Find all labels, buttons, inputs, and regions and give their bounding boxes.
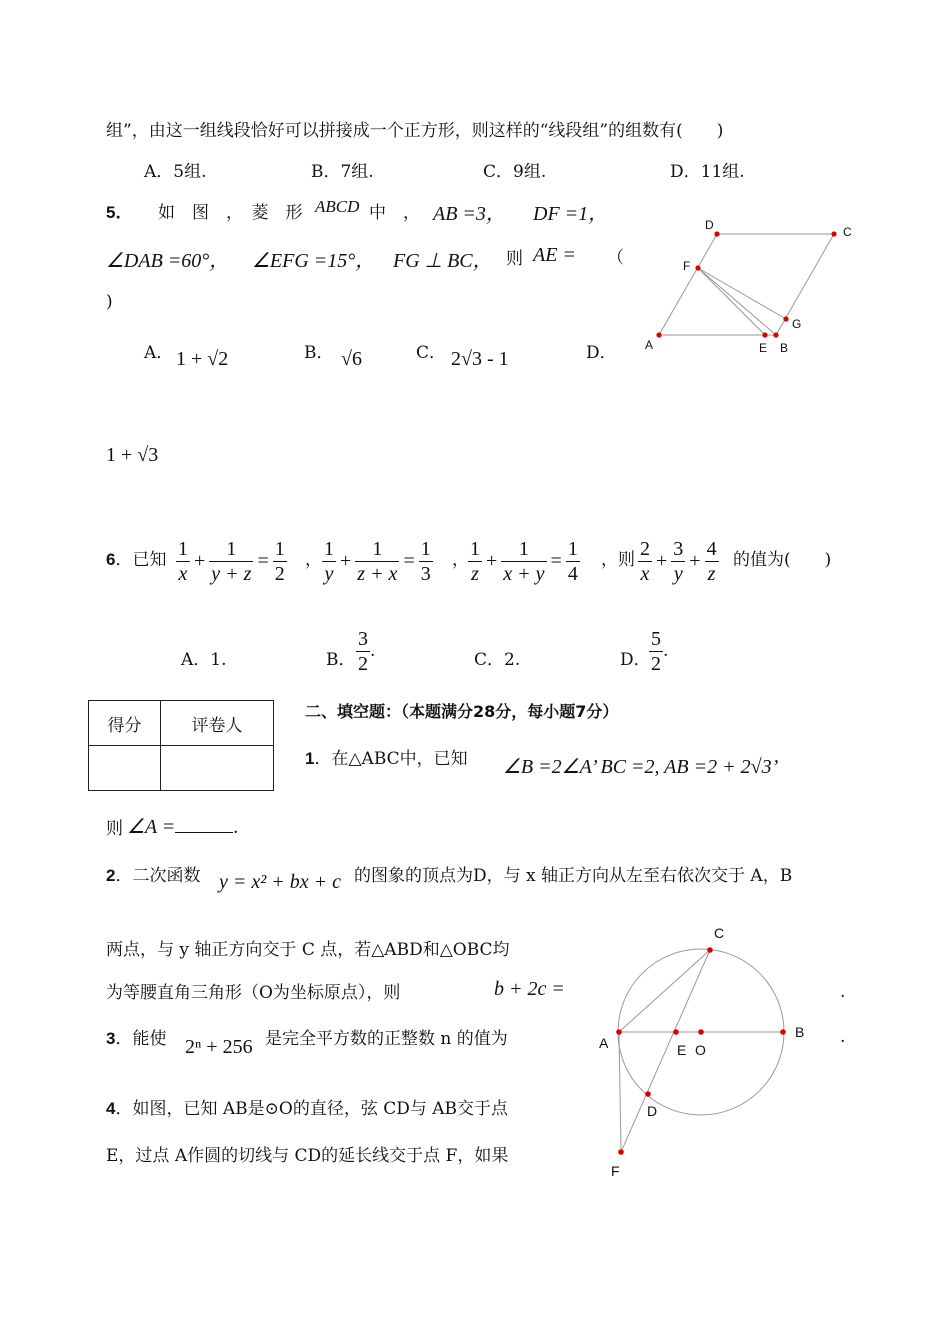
q6-ask: 的值为( ) [733, 550, 832, 570]
q5-option-b-value: √6 [341, 348, 362, 370]
point-d [645, 1091, 651, 1097]
label-f: F [683, 259, 691, 273]
point-f [695, 265, 700, 270]
score-cell [89, 746, 161, 791]
q5-paren-close: ) [106, 292, 113, 312]
grader-header: 评卷人 [161, 701, 274, 746]
q6-option-d-label: D． [620, 650, 651, 670]
p2-ask: b + 2c = [494, 978, 565, 1000]
p2-text-2: 的图象的顶点为D，与 x 轴正方向从左至右依次交于 A，B [354, 866, 793, 886]
p1-ask: ∠A = . [127, 816, 239, 838]
point-a [616, 1029, 622, 1035]
p3-end: . [840, 1027, 846, 1047]
section2-title: 二、填空题：（本题满分28分，每小题7分） [305, 702, 619, 721]
p1-line [305, 744, 468, 769]
p3-expression: 2ⁿ + 256 [185, 1036, 253, 1058]
q5-cond-angle-efg: ∠EFG =15°， [252, 250, 376, 272]
q5-option-a-label: A． [144, 343, 174, 363]
p2-function: y = x² + bx + c [219, 871, 341, 893]
point-e [673, 1029, 679, 1035]
p1-text: ．在△ABC中，已知 [314, 749, 468, 769]
p2-end: . [840, 982, 846, 1002]
p3-number: 3 [106, 1029, 116, 1048]
q6-option-b-value: $\frac{3}{2}$ . [358, 628, 376, 675]
label-d: D [705, 218, 714, 232]
q5-number: 5． [106, 203, 133, 222]
p2-text-1: ．二次函数 [115, 866, 201, 886]
p4-text-1: ．如图，已知 AB是⊙O的直径，弦 CD与 AB交于点 [115, 1099, 509, 1119]
label-c: C [843, 225, 852, 239]
q6-option-c: C．2. [474, 650, 521, 670]
label-b: B [780, 341, 789, 355]
p2-number: 2 [106, 866, 116, 885]
label-c: C [714, 925, 725, 941]
q5-option-b-label: B． [304, 343, 334, 363]
q6-intro: ．已知 [115, 550, 167, 570]
q6-option-a: A．1. [181, 650, 227, 670]
p1-number: 1 [305, 749, 315, 768]
score-header: 得分 [89, 701, 161, 746]
point-c [831, 231, 836, 236]
p2-line-2: 两点，与 y 轴正方向交于 C 点，若△ABD和△OBC均 [106, 940, 510, 960]
segment-da [659, 234, 717, 335]
p1-condition: ∠B =2∠A’ BC =2, AB =2 + 2√3’ [503, 756, 779, 778]
q6-option-d-value: $\frac{5}{2}$ . [651, 628, 669, 675]
point-f [618, 1149, 624, 1155]
q6-option-b-label: B． [326, 650, 356, 670]
p1-then: 则 [106, 819, 123, 839]
p1-blank[interactable] [175, 832, 233, 833]
q6-then: ，则 [601, 550, 635, 570]
point-d [714, 231, 719, 236]
q4-option-b: B．7组. [311, 162, 374, 182]
grader-cell [161, 746, 274, 791]
p3-text-2: 是完全平方数的正整数 n 的值为 [265, 1029, 508, 1049]
q5-shape: ABCD [315, 197, 360, 216]
q5-option-c-label: C． [416, 343, 447, 363]
p4-number: 4 [106, 1099, 116, 1118]
point-b [773, 332, 778, 337]
q5-paren-open: （ [607, 248, 624, 268]
q5-cond-df: DF =1， [533, 203, 609, 225]
q6-equation-2: $\frac{1}{y}$ + $\frac{1}{z + x}$ = $\frac{1}{3}$ [324, 538, 431, 585]
p3-text-1: ．能使 [115, 1029, 167, 1049]
rhombus-figure [640, 215, 860, 360]
q5-mid: 中 ， [369, 203, 420, 223]
circle-figure [590, 920, 820, 1185]
point-e [762, 332, 767, 337]
q4-option-d: D．11组. [670, 162, 745, 182]
q5-option-d-label: D． [586, 343, 617, 363]
q5-cond-angle-dab: ∠DAB =60°， [106, 250, 230, 272]
q5-option-a-value: 1 + √2 [176, 348, 229, 370]
q6-target-expression: $\frac{2}{x}$ + $\frac{3}{y}$ + $\frac{4}{z}$ [640, 538, 717, 585]
q6-equation-1: $\frac{1}{x}$ + $\frac{1}{y + z}$ = $\frac{1}{2}$ [178, 538, 285, 585]
p2-line-3: 为等腰直角三角形（O为坐标原点），则 [106, 983, 401, 1003]
point-b [780, 1029, 786, 1035]
p3-line [106, 1024, 166, 1049]
label-a: A [599, 1035, 609, 1051]
q6-equation-3: $\frac{1}{z}$ + $\frac{1}{x + y}$ = $\frac{1}{4}$ [470, 538, 578, 585]
segment-ac [619, 950, 710, 1032]
label-f: F [611, 1163, 620, 1179]
q6-number: 6 [106, 550, 116, 569]
score-table [88, 700, 274, 791]
point-o [698, 1029, 704, 1035]
label-e: E [759, 341, 768, 355]
label-g: G [792, 317, 802, 331]
label-a: A [645, 338, 654, 352]
q5-then: 则 [506, 249, 523, 269]
point-a [656, 332, 661, 337]
q6-sep-1: ， [305, 550, 322, 570]
label-e: E [677, 1042, 687, 1058]
q5-cond-ab: AB =3， [433, 203, 506, 225]
segment-fb [698, 268, 776, 335]
q4-continuation-line: 组”，由这一组线段恰好可以拼接成一个正方形，则这样的“线段组”的组数有( ) [106, 121, 724, 141]
q5-option-c-value: 2√3 - 1 [451, 348, 509, 370]
q4-option-a: A．5组. [144, 162, 207, 182]
point-c [707, 947, 713, 953]
point-g [783, 316, 788, 321]
p4-line-1 [106, 1094, 508, 1119]
p4-line-2: E，过点 A作圆的切线与 CD的延长线交于点 F，如果 [106, 1146, 509, 1166]
label-b: B [795, 1024, 805, 1040]
label-d: D [647, 1103, 658, 1119]
q5-ask: AE = [533, 244, 576, 266]
q6-line [106, 545, 166, 570]
q5-intro: 如 图 ， 菱 形 [158, 203, 303, 223]
q5-cond-perp: FG ⊥ BC， [393, 250, 493, 272]
q5-option-d-value: 1 + √3 [106, 444, 159, 466]
q4-option-c: C．9组. [483, 162, 547, 182]
q6-sep-2: ， [452, 550, 469, 570]
label-o: O [695, 1042, 706, 1058]
p2-line-1 [106, 861, 200, 886]
